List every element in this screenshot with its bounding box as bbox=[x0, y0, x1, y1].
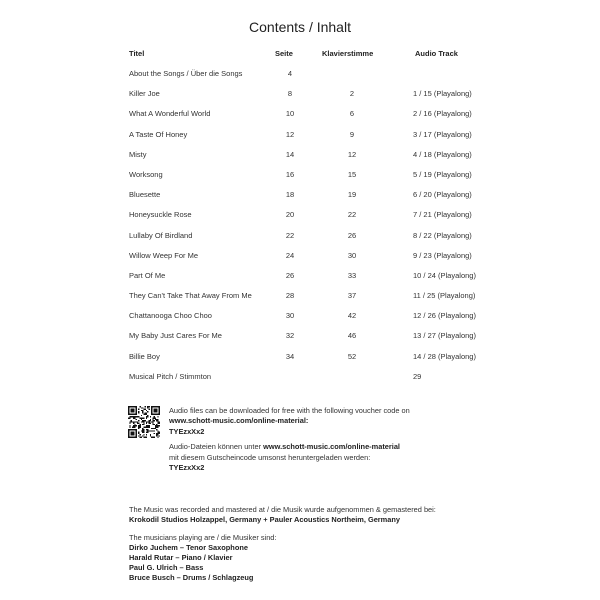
row-title: Chattanooga Choo Choo bbox=[129, 311, 212, 321]
row-piano: 37 bbox=[347, 291, 357, 301]
table-row bbox=[0, 64, 600, 84]
row-title: Bluesette bbox=[129, 190, 161, 200]
page-title: Contents / Inhalt bbox=[249, 19, 351, 35]
voucher-de-code: TYEzxXx2 bbox=[169, 463, 205, 473]
row-audio: 1 / 15 (Playalong) bbox=[413, 89, 472, 99]
credits-studios: Krokodil Studios Holzappel, Germany + Pauler Acoustics Northeim, Germany bbox=[129, 515, 400, 524]
table-row bbox=[0, 347, 600, 367]
row-title: My Baby Just Cares For Me bbox=[129, 331, 222, 341]
row-title: Misty bbox=[129, 149, 147, 159]
row-audio: 5 / 19 (Playalong) bbox=[413, 169, 472, 179]
row-title: A Taste Of Honey bbox=[129, 129, 188, 139]
row-page: 22 bbox=[285, 230, 295, 240]
voucher-de-line-pre: Audio-Dateien können unter bbox=[169, 442, 264, 452]
contents-list bbox=[0, 64, 600, 387]
row-piano: 15 bbox=[347, 169, 357, 179]
credits-musicians-line: The musicians playing are / die Musiker sind: bbox=[129, 533, 277, 542]
voucher-de-line bbox=[169, 442, 410, 452]
credits bbox=[129, 505, 436, 583]
row-piano: 52 bbox=[347, 351, 357, 361]
row-audio: 13 / 27 (Playalong) bbox=[413, 331, 476, 341]
row-audio: 12 / 26 (Playalong) bbox=[413, 311, 476, 321]
row-audio: 14 / 28 (Playalong) bbox=[413, 351, 476, 361]
table-row bbox=[0, 84, 600, 104]
table-row bbox=[0, 104, 600, 124]
table-row bbox=[0, 125, 600, 145]
voucher-info bbox=[169, 406, 410, 473]
header-title: Titel bbox=[129, 49, 145, 58]
row-page: 20 bbox=[285, 210, 295, 220]
row-audio: 2 / 16 (Playalong) bbox=[413, 109, 472, 119]
row-title: Willow Weep For Me bbox=[129, 250, 199, 260]
row-title: Part Of Me bbox=[129, 270, 166, 280]
row-page: 30 bbox=[285, 311, 295, 321]
row-title: Musical Pitch / Stimmton bbox=[129, 371, 212, 381]
row-piano: 30 bbox=[347, 250, 357, 260]
table-row bbox=[0, 367, 600, 387]
row-piano: 6 bbox=[349, 109, 355, 119]
row-page: 12 bbox=[285, 129, 295, 139]
row-title: About the Songs / Über die Songs bbox=[129, 69, 243, 78]
row-page: 16 bbox=[285, 169, 295, 179]
row-audio: 4 / 18 (Playalong) bbox=[413, 149, 472, 159]
credits-musician-2: Harald Rutar – Piano / Klavier bbox=[129, 553, 233, 562]
row-audio: 11 / 25 (Playalong) bbox=[413, 291, 476, 301]
table-row bbox=[0, 145, 600, 165]
row-audio: 7 / 21 (Playalong) bbox=[413, 210, 472, 220]
row-page: 34 bbox=[285, 351, 295, 361]
row-piano: 9 bbox=[349, 129, 355, 139]
row-page: 10 bbox=[285, 109, 295, 119]
credits-recorded-line: The Music was recorded and mastered at / die Musik wurde aufgenommen & gemastered bei: bbox=[129, 505, 436, 514]
row-page: 26 bbox=[285, 270, 295, 280]
row-page: 28 bbox=[285, 291, 295, 301]
table-row bbox=[0, 306, 600, 326]
voucher-de-url: www.schott-music.com/online-material bbox=[263, 442, 400, 452]
header-audio: Audio Track bbox=[415, 49, 458, 58]
row-piano: 2 bbox=[349, 89, 355, 99]
row-title: Worksong bbox=[129, 169, 163, 179]
row-page: 32 bbox=[285, 331, 295, 341]
row-page: 24 bbox=[285, 250, 295, 260]
row-audio: 10 / 24 (Playalong) bbox=[413, 270, 476, 280]
voucher-en-url: www.schott-music.com/online-material: bbox=[169, 416, 309, 426]
row-audio: 3 / 17 (Playalong) bbox=[413, 129, 472, 139]
table-row bbox=[0, 226, 600, 246]
table-row bbox=[0, 246, 600, 266]
row-title: Billie Boy bbox=[129, 351, 160, 361]
row-page: 18 bbox=[285, 190, 295, 200]
voucher-de-line2: mit diesem Gutscheincode umsonst heruntergeladen werden: bbox=[169, 452, 371, 462]
table-row bbox=[0, 266, 600, 286]
row-page: 4 bbox=[287, 69, 293, 78]
row-piano: 42 bbox=[347, 311, 357, 321]
table-row bbox=[0, 286, 600, 306]
credits-musician-1: Dirko Juchem – Tenor Saxophone bbox=[129, 543, 248, 552]
qr-code-icon bbox=[128, 406, 160, 438]
row-title: What A Wonderful World bbox=[129, 109, 211, 119]
row-audio: 6 / 20 (Playalong) bbox=[413, 190, 472, 200]
row-piano: 26 bbox=[347, 230, 357, 240]
table-row bbox=[0, 185, 600, 205]
voucher-en-code: TYEzxXx2 bbox=[169, 426, 205, 436]
row-piano: 22 bbox=[347, 210, 357, 220]
row-title: Killer Joe bbox=[129, 89, 160, 99]
table-row bbox=[0, 326, 600, 346]
credits-musician-4: Bruce Busch – Drums / Schlagzeug bbox=[129, 573, 254, 582]
credits-musician-3: Paul G. Ulrich – Bass bbox=[129, 563, 204, 572]
row-piano: 19 bbox=[347, 190, 357, 200]
table-row bbox=[0, 205, 600, 225]
row-audio: 9 / 23 (Playalong) bbox=[413, 250, 472, 260]
row-title: They Can't Take That Away From Me bbox=[129, 291, 252, 301]
voucher-en-line: Audio files can be downloaded for free with the following voucher code on bbox=[169, 406, 410, 415]
row-audio: 8 / 22 (Playalong) bbox=[413, 230, 472, 240]
row-piano: 46 bbox=[347, 331, 357, 341]
row-page: 8 bbox=[287, 89, 293, 99]
row-title: Honeysuckle Rose bbox=[129, 210, 192, 220]
row-audio: 29 bbox=[413, 371, 422, 381]
header-page: Seite bbox=[275, 49, 293, 58]
header-piano: Klavierstimme bbox=[322, 49, 374, 58]
row-piano: 12 bbox=[347, 149, 357, 159]
row-page: 14 bbox=[285, 149, 295, 159]
table-row bbox=[0, 165, 600, 185]
row-piano: 33 bbox=[347, 270, 357, 280]
row-title: Lullaby Of Birdland bbox=[129, 230, 193, 240]
